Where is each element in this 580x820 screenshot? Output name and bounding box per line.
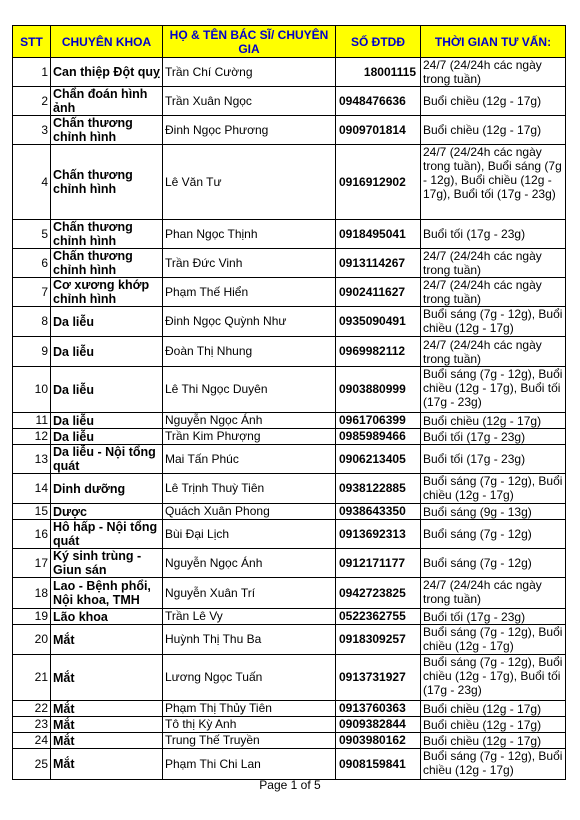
row-doctor: Đoàn Thị Nhung [163, 337, 336, 367]
row-doctor: Phan Ngọc Thịnh [163, 220, 336, 249]
row-phone: 18001115 [336, 58, 421, 87]
table-row [13, 220, 566, 249]
row-specialty: Da liễu [51, 337, 163, 367]
row-phone: 0903880999 [336, 367, 421, 413]
page-footer: Page 1 of 5 [259, 778, 321, 792]
row-time: Buổi tối (17g - 23g) [421, 445, 566, 474]
row-phone: 0906213405 [336, 445, 421, 474]
row-specialty: Cơ xương khớp chỉnh hình [51, 278, 163, 307]
row-time: Buổi sáng (9g - 13g) [421, 504, 566, 520]
row-specialty: Da liễu [51, 413, 163, 429]
row-doctor: Trần Xuân Ngọc [163, 87, 336, 116]
row-stt: 12 [13, 429, 51, 445]
header-doctor: HỌ & TÊN BÁC SĨ/ CHUYÊN GIA [163, 26, 336, 58]
row-doctor: Bùi Đại Lịch [163, 520, 336, 549]
row-specialty: Hô hấp - Nội tổng quát [51, 520, 163, 549]
row-phone: 0902411627 [336, 278, 421, 307]
row-phone: 0938122885 [336, 474, 421, 504]
row-stt: 25 [13, 749, 51, 780]
row-specialty: Chấn thương chỉnh hình [51, 220, 163, 249]
row-specialty: Ký sinh trùng - Giun sán [51, 549, 163, 578]
row-doctor: Nguyễn Ngọc Ánh [163, 413, 336, 429]
row-specialty: Can thiệp Đột quỵ [51, 58, 163, 87]
table-row [13, 445, 566, 474]
row-time: 24/7 (24/24h các ngày trong tuần) [421, 58, 566, 87]
table-row [13, 609, 566, 625]
row-phone: 0908159841 [336, 749, 421, 780]
table-row [13, 717, 566, 733]
row-phone: 0522362755 [336, 609, 421, 625]
row-doctor: Lê Văn Tư [163, 145, 336, 220]
row-stt: 9 [13, 337, 51, 367]
table-row [13, 549, 566, 578]
row-stt: 18 [13, 578, 51, 609]
table-row [13, 520, 566, 549]
row-time: 24/7 (24/24h các ngày trong tuần) [421, 578, 566, 609]
row-phone: 0913692313 [336, 520, 421, 549]
row-stt: 19 [13, 609, 51, 625]
table-row [13, 578, 566, 609]
row-specialty: Mắt [51, 625, 163, 655]
row-time: 24/7 (24/24h các ngày trong tuần) [421, 337, 566, 367]
row-specialty: Da liễu [51, 429, 163, 445]
table-row [13, 58, 566, 87]
row-doctor: Trần Kim Phượng [163, 429, 336, 445]
table-row [13, 413, 566, 429]
table-row [13, 504, 566, 520]
row-doctor: Lê Trịnh Thuỳ Tiên [163, 474, 336, 504]
row-doctor: Nguyễn Ngọc Ánh [163, 549, 336, 578]
table-row [13, 474, 566, 504]
table-row [13, 701, 566, 717]
doctor-schedule-sheet [12, 25, 566, 780]
row-doctor: Huỳnh Thị Thu Ba [163, 625, 336, 655]
row-stt: 5 [13, 220, 51, 249]
row-phone: 0942723825 [336, 578, 421, 609]
row-doctor: Phạm Thế Hiển [163, 278, 336, 307]
row-specialty: Mắt [51, 733, 163, 749]
row-phone: 0948476636 [336, 87, 421, 116]
row-stt: 23 [13, 717, 51, 733]
row-time: 24/7 (24/24h các ngày trong tuần) [421, 249, 566, 278]
row-phone: 0903980162 [336, 733, 421, 749]
table-row [13, 87, 566, 116]
table-row [13, 655, 566, 701]
row-time: Buổi sáng (7g - 12g), Buổi chiều (12g - 17g), Buổi tối (17g - 23g) [421, 367, 566, 413]
row-specialty: Da liễu [51, 307, 163, 337]
header-phone: SỐ ĐTDĐ [336, 26, 421, 58]
row-specialty: Dinh dưỡng [51, 474, 163, 504]
row-specialty: Da liễu - Nội tổng quát [51, 445, 163, 474]
row-phone: 0935090491 [336, 307, 421, 337]
row-specialty: Lão khoa [51, 609, 163, 625]
row-phone: 0909701814 [336, 116, 421, 145]
row-phone: 0961706399 [336, 413, 421, 429]
row-specialty: Dược [51, 504, 163, 520]
row-specialty: Mắt [51, 749, 163, 780]
row-phone: 0918495041 [336, 220, 421, 249]
row-specialty: Chấn thương chỉnh hình [51, 249, 163, 278]
row-time: Buổi sáng (7g - 12g), Buổi chiều (12g - 17g), Buổi tối (17g - 23g) [421, 655, 566, 701]
row-doctor: Mai Tấn Phúc [163, 445, 336, 474]
row-stt: 22 [13, 701, 51, 717]
table-row [13, 307, 566, 337]
row-specialty: Lao - Bệnh phổi, Nội khoa, TMH [51, 578, 163, 609]
row-doctor: Tô thị Kỳ Anh [163, 717, 336, 733]
row-phone: 0913114267 [336, 249, 421, 278]
row-time: Buổi sáng (7g - 12g) [421, 549, 566, 578]
row-stt: 1 [13, 58, 51, 87]
row-specialty: Mắt [51, 701, 163, 717]
doctor-table [12, 25, 566, 780]
row-stt: 4 [13, 145, 51, 220]
row-stt: 8 [13, 307, 51, 337]
table-row [13, 145, 566, 220]
table-row [13, 249, 566, 278]
row-phone: 0969982112 [336, 337, 421, 367]
table-row [13, 733, 566, 749]
table-row [13, 625, 566, 655]
row-specialty: Mắt [51, 655, 163, 701]
row-specialty: Chấn thương chỉnh hình [51, 116, 163, 145]
row-specialty: Chấn thương chỉnh hình [51, 145, 163, 220]
row-time: Buổi sáng (7g - 12g), Buổi chiều (12g - 17g) [421, 307, 566, 337]
row-time: Buổi chiều (12g - 17g) [421, 733, 566, 749]
row-phone: 0985989466 [336, 429, 421, 445]
header-stt: STT [13, 26, 51, 58]
row-time: Buổi sáng (7g - 12g), Buổi chiều (12g - 17g) [421, 474, 566, 504]
row-time: Buổi tối (17g - 23g) [421, 220, 566, 249]
row-doctor: Trung Thế Truyền [163, 733, 336, 749]
row-stt: 14 [13, 474, 51, 504]
row-time: Buổi tối (17g - 23g) [421, 429, 566, 445]
row-stt: 7 [13, 278, 51, 307]
row-stt: 3 [13, 116, 51, 145]
row-time: Buổi chiều (12g - 17g) [421, 717, 566, 733]
row-stt: 21 [13, 655, 51, 701]
table-row [13, 429, 566, 445]
header-row [13, 26, 566, 58]
row-doctor: Trần Chí Cường [163, 58, 336, 87]
row-time: 24/7 (24/24h các ngày trong tuần) [421, 278, 566, 307]
row-doctor: Lê Thi Ngọc Duyên [163, 367, 336, 413]
row-time: Buổi chiều (12g - 17g) [421, 701, 566, 717]
row-phone: 0909382844 [336, 717, 421, 733]
row-time: Buổi sáng (7g - 12g) [421, 520, 566, 549]
header-specialty: CHUYÊN KHOA [51, 26, 163, 58]
row-stt: 17 [13, 549, 51, 578]
row-stt: 10 [13, 367, 51, 413]
row-doctor: Phạm Thi Chi Lan [163, 749, 336, 780]
row-stt: 20 [13, 625, 51, 655]
row-doctor: Phạm Thị Thủy Tiên [163, 701, 336, 717]
table-row [13, 278, 566, 307]
row-stt: 16 [13, 520, 51, 549]
row-time: Buổi chiều (12g - 17g) [421, 413, 566, 429]
table-row [13, 749, 566, 780]
row-phone: 0938643350 [336, 504, 421, 520]
row-doctor: Nguyễn Xuân Trí [163, 578, 336, 609]
row-time: 24/7 (24/24h các ngày trong tuần), Buổi sáng (7g - 12g), Buổi chiều (12g - 17g), Buổi tối (17g - 23g) [421, 145, 566, 220]
table-row [13, 367, 566, 413]
row-doctor: Trần Lê Vy [163, 609, 336, 625]
row-doctor: Đinh Ngọc Quỳnh Như [163, 307, 336, 337]
row-doctor: Đinh Ngọc Phương [163, 116, 336, 145]
table-body [13, 58, 566, 780]
row-specialty: Mắt [51, 717, 163, 733]
row-time: Buổi sáng (7g - 12g), Buổi chiều (12g - 17g) [421, 749, 566, 780]
row-doctor: Trần Đức Vinh [163, 249, 336, 278]
row-time: Buổi chiều (12g - 17g) [421, 116, 566, 145]
row-stt: 13 [13, 445, 51, 474]
row-stt: 24 [13, 733, 51, 749]
row-stt: 2 [13, 87, 51, 116]
row-phone: 0912171177 [336, 549, 421, 578]
row-time: Buổi chiều (12g - 17g) [421, 87, 566, 116]
row-stt: 11 [13, 413, 51, 429]
row-phone: 0918309257 [336, 625, 421, 655]
row-stt: 15 [13, 504, 51, 520]
row-time: Buổi tối (17g - 23g) [421, 609, 566, 625]
row-phone: 0916912902 [336, 145, 421, 220]
row-time: Buổi sáng (7g - 12g), Buổi chiều (12g - 17g) [421, 625, 566, 655]
row-stt: 6 [13, 249, 51, 278]
row-phone: 0913731927 [336, 655, 421, 701]
row-phone: 0913760363 [336, 701, 421, 717]
table-row [13, 116, 566, 145]
table-row [13, 337, 566, 367]
row-doctor: Quách Xuân Phong [163, 504, 336, 520]
row-specialty: Chẩn đoán hình ảnh [51, 87, 163, 116]
header-time: THỜI GIAN TƯ VẤN: [421, 26, 566, 58]
row-specialty: Da liễu [51, 367, 163, 413]
row-doctor: Lương Ngọc Tuấn [163, 655, 336, 701]
